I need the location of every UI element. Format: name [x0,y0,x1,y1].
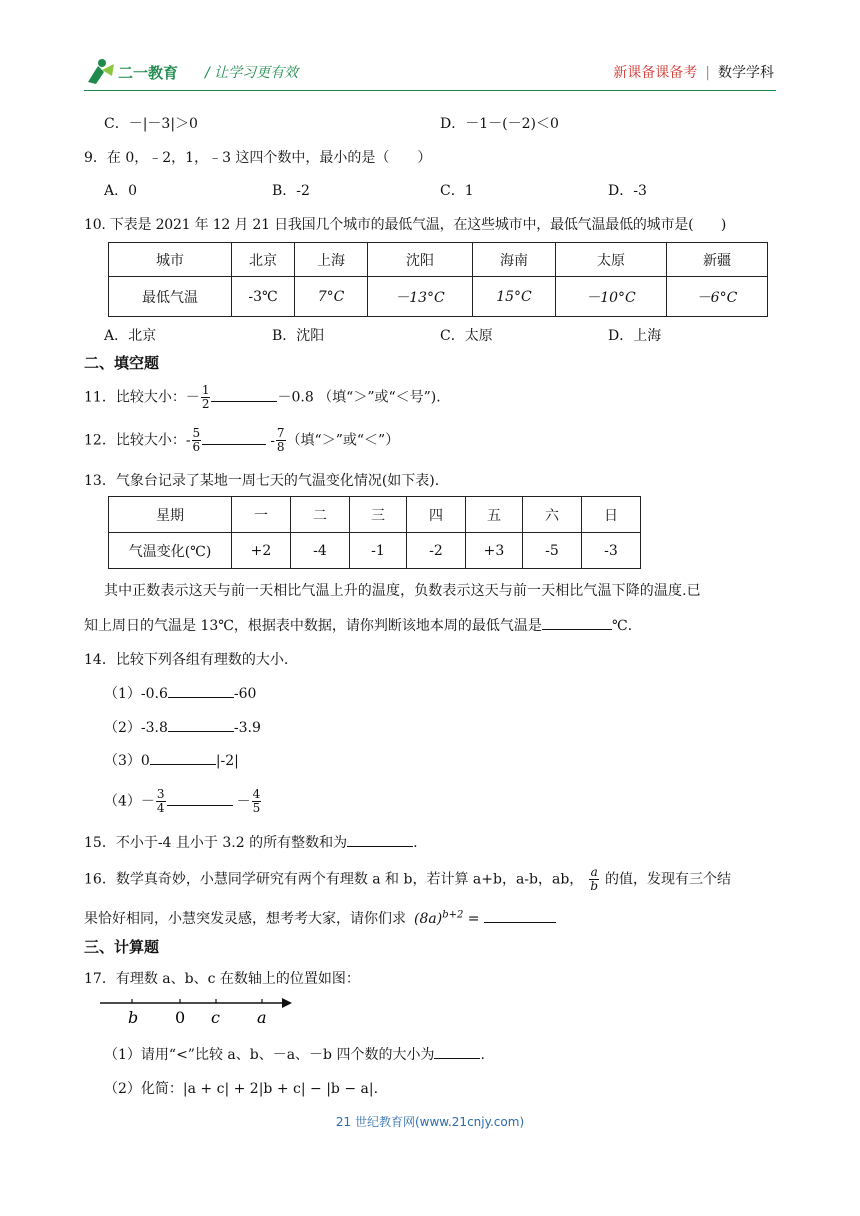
q14-stem: 14．比较下列各组有理数的大小. [84,652,289,668]
q15-blank[interactable] [347,832,413,847]
label-a: a [257,1008,267,1027]
q10-cell: 15°C [473,277,556,317]
q12-blank[interactable] [202,430,266,445]
q13-cell: -5 [523,533,582,569]
q13-cell: 一 [232,497,291,533]
q16-text-b: 的值，发现有三个结 [605,871,731,888]
q17-part1 [104,1044,485,1064]
q13-cell: 三 [350,497,407,533]
label-0: 0 [175,1008,186,1027]
q14-den1: 4 [156,801,165,815]
q11 [84,384,441,411]
header-divider [84,90,776,91]
q17-part2: （2）化简：|a + c| + 2|b + c| − |b − a|. [104,1081,379,1097]
q14-num2: 4 [252,787,261,801]
q13-line2-text: 知上周日的气温是 13℃，根据表中数据，请你判断该地本周的最低气温是 [84,618,542,634]
page-footer: 21 世纪教育网(www.21cnjy.com) [335,1115,525,1129]
q10-option-b: B．沈阳 [272,328,325,344]
header-separator: | [705,65,710,81]
q13-blank[interactable] [542,615,612,630]
q15 [84,832,418,852]
header-slogan: / 让学习更有效 [205,65,299,81]
q16-line2-text: 果恰好相同，小慧突发灵感，想考考大家，请你们求 [84,911,406,927]
q14-blank-4[interactable] [167,791,233,806]
q14-p2a: （2）-3.8 [104,720,168,736]
q13-cell: -4 [291,533,350,569]
q14-p3a: （3）0 [104,753,150,769]
q14-p1b: -60 [233,686,257,702]
q14-blank-2[interactable] [168,717,234,732]
q11-fraction [201,384,211,411]
q13-cell: 四 [407,497,466,533]
q10-option-d: D．上海 [608,328,662,344]
section-calculation: 三、计算题 [84,938,160,956]
header-right [613,62,774,82]
q8-option-c: C．－|－3|＞0 [104,116,198,132]
header-course-label: 新课备课备考 [613,65,698,81]
q10-cell: －6°C [667,277,768,317]
q8-option-d: D．－1－(－2)＜0 [440,116,559,132]
q16-fden: b [590,879,598,893]
q17-p1a: （1）请用“<”比较 a、b、－a、－b 四个数的大小为 [104,1047,435,1063]
q9-option-d: D．-3 [608,183,647,199]
logo-text: 二一教育 [118,64,179,82]
q9-option-a: A．0 [104,183,138,199]
q14-p4-minus: － [236,793,251,810]
q14-num1: 3 [156,787,165,801]
q12-num1: 5 [192,426,201,440]
q17-stem: 17．有理数 a、b、c 在数轴上的位置如图： [84,971,360,987]
q13-table [108,496,641,569]
q10-option-a: A．北京 [104,328,157,344]
logo [84,56,194,90]
q10-cell: -3℃ [232,277,295,317]
q12-fraction-2 [276,427,286,454]
q16-fraction [589,866,599,893]
q13-line1: 其中正数表示这天与前一天相比气温上升的温度，负数表示这天与前一天相比气温下降的温度.已 [104,583,701,599]
q10-cell: 北京 [232,243,295,277]
q13-cell: 五 [466,497,523,533]
q12 [84,427,399,454]
q12-fraction-1 [192,427,202,454]
q17-p1b: . [480,1047,485,1063]
q16-blank[interactable] [484,908,556,923]
q14-part3 [104,750,239,770]
q14-p4a: （4）－ [104,793,155,810]
q13-cell: 星期 [109,497,232,533]
q14-den2: 5 [252,801,261,815]
label-c: c [211,1008,220,1027]
q10-cell: －13°C [368,277,473,317]
q14-blank-1[interactable] [168,683,234,698]
q12-minus: - [270,432,275,449]
q9-stem: 9．在 0，﹣2，1，﹣3 这四个数中，最小的是（ ） [84,150,432,166]
q11-text-b: －0.8 （填“＞”或“＜号”). [277,389,441,406]
number-line-arrow [282,998,292,1008]
q10-table [108,242,768,317]
q10-option-c: C．太原 [440,328,493,344]
q14-part4 [104,788,262,815]
q14-p3b: |-2| [215,753,239,769]
q13-stem: 13．气象台记录了某地一周七天的气温变化情况(如下表). [84,473,440,489]
q10-cell: 上海 [295,243,368,277]
q16-eq: = [463,911,480,927]
q10-cell: 7°C [295,277,368,317]
q10-cell: 最低气温 [109,277,232,317]
q13-unit: ℃. [611,618,633,634]
q16-fnum: a [590,865,598,879]
q10-cell: 新疆 [667,243,768,277]
q12-den1: 6 [192,440,201,454]
q11-den: 2 [201,397,210,411]
q13-cell: +2 [232,533,291,569]
q16-exponent: b+2 [442,909,464,921]
q14-part2 [104,717,261,737]
number-line [96,993,296,1029]
q16-text-a: 16．数学真奇妙，小慧同学研究有两个有理数 a 和 b，若计算 a+b，a-b，ab， [84,871,584,888]
q16-line2 [84,908,556,928]
q15-text-b: . [413,835,418,851]
q13-cell: 二 [291,497,350,533]
q12-den2: 8 [276,440,285,454]
q14-fraction-1 [156,788,166,815]
q14-fraction-2 [252,788,262,815]
q13-cell: -3 [582,533,641,569]
q13-cell: 六 [523,497,582,533]
q13-cell: 气温变化(℃) [109,533,232,569]
q10-stem: 10. 下表是 2021 年 12 月 21 日我国几个城市的最低气温，在这些城市中，最低气温最低的城市是( ) [84,217,727,233]
q17-blank[interactable] [434,1044,480,1059]
q13-line2 [84,615,632,635]
q10-cell: 城市 [109,243,232,277]
q13-cell: 日 [582,497,641,533]
q12-text-a: 12．比较大小：- [84,432,191,449]
q14-p2b: -3.9 [233,720,261,736]
q10-cell: －10°C [556,277,667,317]
q10-cell: 海南 [473,243,556,277]
q14-blank-3[interactable] [150,750,216,765]
q13-cell: -1 [350,533,407,569]
q11-num: 1 [201,383,210,397]
q14-p1a: （1）-0.6 [104,686,168,702]
header-subject: 数学学科 [718,65,774,81]
q11-text-a: 11．比较大小：－ [84,389,200,406]
q9-option-b: B．-2 [272,183,310,199]
label-b: b [128,1008,139,1027]
section-fill-in: 二、填空题 [84,354,160,372]
q12-text-b: （填“＞”或“＜”） [286,432,400,449]
q14-part1 [104,683,256,703]
q11-blank[interactable] [211,387,277,402]
q10-cell: 沈阳 [368,243,473,277]
q10-cell: 太原 [556,243,667,277]
q12-num2: 7 [276,426,285,440]
q16-line1 [84,866,731,893]
q13-cell: -2 [407,533,466,569]
q16-expr: (8a) [414,911,443,927]
q9-option-c: C．1 [440,183,474,199]
q15-text-a: 15．不小于-4 且小于 3.2 的所有整数和为 [84,835,348,851]
q13-cell: +3 [466,533,523,569]
